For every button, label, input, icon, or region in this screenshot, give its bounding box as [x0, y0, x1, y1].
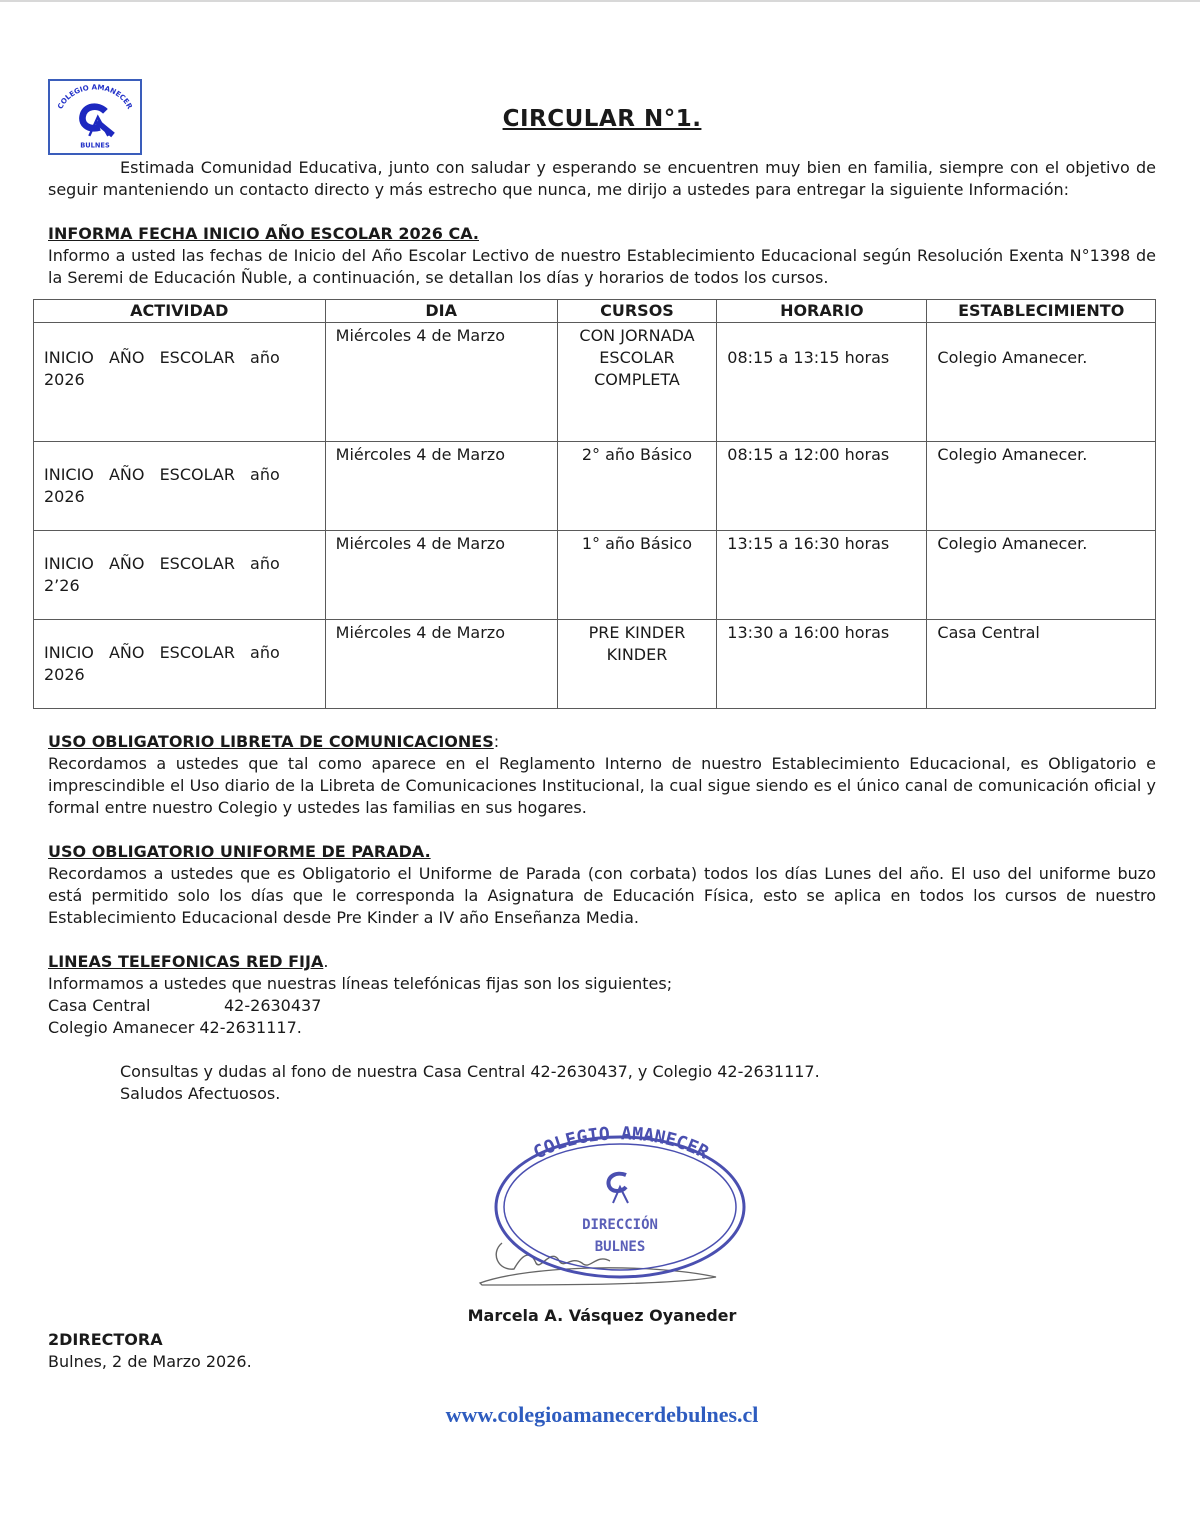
page-title: CIRCULAR N°1.: [502, 106, 702, 132]
section-telefonos-text: Informamos a ustedes que nuestras líneas telefónicas fijas son los siguientes;: [48, 974, 673, 993]
cell-cursos: [557, 323, 717, 442]
official-stamp: [470, 1125, 760, 1295]
phone-line-casa-central: [48, 995, 1156, 1017]
cell-horario: 08:15 a 13:15 horas: [717, 323, 927, 442]
cell-actividad: [34, 531, 326, 620]
actividad-year: 2026: [44, 665, 85, 684]
table-row: [34, 442, 1156, 531]
cell-horario: 13:15 a 16:30 horas: [717, 531, 927, 620]
cell-cursos: [557, 531, 717, 620]
curso-line: PRE KINDER: [588, 623, 686, 642]
cell-establecimiento: Colegio Amanecer.: [927, 531, 1156, 620]
section-telefonos-heading: LINEAS TELEFONICAS RED FIJA: [48, 952, 324, 971]
section-start-year: [48, 223, 1156, 289]
header-horario: HORARIO: [717, 300, 927, 323]
logo-top-text: COLEGIO AMANECER: [55, 82, 135, 111]
spacer: [48, 929, 1156, 951]
cell-cursos: [557, 620, 717, 709]
logo-bottom-text: BULNES: [80, 141, 110, 150]
stamp-bottom-text: BULNES: [594, 1239, 646, 1255]
intro-paragraph: Estimada Comunidad Educativa, junto con saludar y esperando se encuentren muy bien en familia, siempre con el objetivo de seguir manteniendo un contacto directo y más estrecho que nunca, me dirijo a ustedes para entregar la siguiente Información:: [48, 158, 1156, 199]
section-uniforme: [48, 841, 1156, 929]
spacer: [48, 819, 1156, 841]
table-row: [34, 620, 1156, 709]
spacer: [48, 1039, 1156, 1061]
document-header: [48, 79, 1156, 157]
spacer: [48, 201, 1156, 223]
table-header-row: [34, 300, 1156, 323]
stamp-middle-text: DIRECCIÓN: [582, 1217, 658, 1233]
signer-name: Marcela A. Vásquez Oyaneder: [467, 1306, 737, 1325]
phone-label: Colegio Amanecer: [48, 1018, 195, 1037]
section-libreta-text: Recordamos a ustedes que tal como aparece en el Reglamento Interno de nuestro Establecimiento Educacional, es Obligatorio e imprescindible el Uso diario de la Libreta de Comunicaciones Institucional, la cual sigue siendo es el único canal de comunicación oficial y formal entre nuestro Colegio y ustedes las familias en sus hogares.: [48, 754, 1156, 817]
header-dia: DIA: [325, 300, 557, 323]
cell-dia: Miércoles 4 de Marzo: [325, 323, 557, 442]
section-start-text: Informo a usted las fechas de Inicio del Año Escolar Lectivo de nuestro Establecimiento Educacional según Resolución Exenta N°1398 de la Seremi de Educación Ñuble, a continuación, se detallan los días y horarios de todos los cursos.: [48, 246, 1156, 287]
cell-dia: Miércoles 4 de Marzo: [325, 442, 557, 531]
cell-cursos: [557, 442, 717, 531]
stamp-top-text: COLEGIO AMANECER: [529, 1125, 713, 1164]
closing-line-1: Consultas y dudas al fono de nuestra Casa Central 42-2630437, y Colegio 42-2631117.: [120, 1062, 820, 1081]
signature-block: [48, 1125, 1156, 1305]
cell-horario: 13:30 a 16:00 horas: [717, 620, 927, 709]
spacer: [48, 709, 1156, 731]
table-row: [34, 531, 1156, 620]
section-telefonos: [48, 951, 1156, 1039]
cell-actividad: [34, 323, 326, 442]
cell-dia: Miércoles 4 de Marzo: [325, 531, 557, 620]
cell-establecimiento: Colegio Amanecer.: [927, 442, 1156, 531]
cell-establecimiento: Colegio Amanecer.: [927, 323, 1156, 442]
curso-line: ESCOLAR: [599, 348, 675, 367]
closing: [120, 1061, 1156, 1105]
table-row: [34, 323, 1156, 442]
header-cursos: CURSOS: [557, 300, 717, 323]
cell-establecimiento: Casa Central: [927, 620, 1156, 709]
signer-role: 2DIRECTORA: [48, 1330, 163, 1349]
closing-line-2: Saludos Afectuosos.: [120, 1084, 281, 1103]
header-actividad: ACTIVIDAD: [34, 300, 326, 323]
schedule-table: [33, 299, 1156, 709]
curso-line: COMPLETA: [594, 370, 680, 389]
heading-suffix: .: [323, 952, 329, 971]
cell-actividad: [34, 442, 326, 531]
website-link[interactable]: www.colegioamanecerdebulnes.cl: [445, 1402, 759, 1427]
actividad-text: INICIO AÑO ESCOLAR año: [44, 465, 280, 484]
document-date: Bulnes, 2 de Marzo 2026.: [48, 1352, 252, 1371]
section-start-heading: INFORMA FECHA INICIO AÑO ESCOLAR 2026 CA.: [48, 224, 479, 243]
section-uniforme-text: Recordamos a ustedes que es Obligatorio el Uniforme de Parada (con corbata) todos los días Lunes del año. El uso del uniforme buzo está permitido solo los días que le corresponda la Asignatura de Educación Física, esto se aplica en todos los cursos de nuestro Establecimiento Educacional desde Pre Kinder a IV año Enseñanza Media.: [48, 864, 1156, 927]
phone-label: Casa Central: [48, 996, 151, 1015]
section-libreta-heading: USO OBLIGATORIO LIBRETA DE COMUNICACIONES: [48, 732, 494, 751]
curso-line: 2° año Básico: [581, 445, 693, 464]
section-uniforme-heading: USO OBLIGATORIO UNIFORME DE PARADA.: [48, 842, 431, 861]
actividad-text: INICIO AÑO ESCOLAR año: [44, 348, 280, 367]
actividad-text: INICIO AÑO ESCOLAR año: [44, 643, 280, 662]
cell-horario: 08:15 a 12:00 horas: [717, 442, 927, 531]
actividad-year: 2026: [44, 487, 85, 506]
stamp-signature-graphic: [470, 1125, 760, 1295]
cell-dia: Miércoles 4 de Marzo: [325, 620, 557, 709]
actividad-year: 2’26: [44, 576, 80, 595]
actividad-year: 2026: [44, 370, 85, 389]
curso-line: 1° año Básico: [581, 534, 693, 553]
curso-line: KINDER: [606, 645, 668, 664]
actividad-text: INICIO AÑO ESCOLAR año: [44, 554, 280, 573]
heading-suffix: :: [493, 732, 500, 751]
phone-line-colegio: [48, 1017, 1156, 1039]
phone-number: 42-2631117.: [199, 1018, 302, 1037]
header-establecimiento: ESTABLECIMIENTO: [927, 300, 1156, 323]
cell-actividad: [34, 620, 326, 709]
section-libreta: [48, 731, 1156, 819]
curso-line: CON JORNADA: [579, 326, 695, 345]
phone-number: 42-2630437: [224, 996, 322, 1015]
